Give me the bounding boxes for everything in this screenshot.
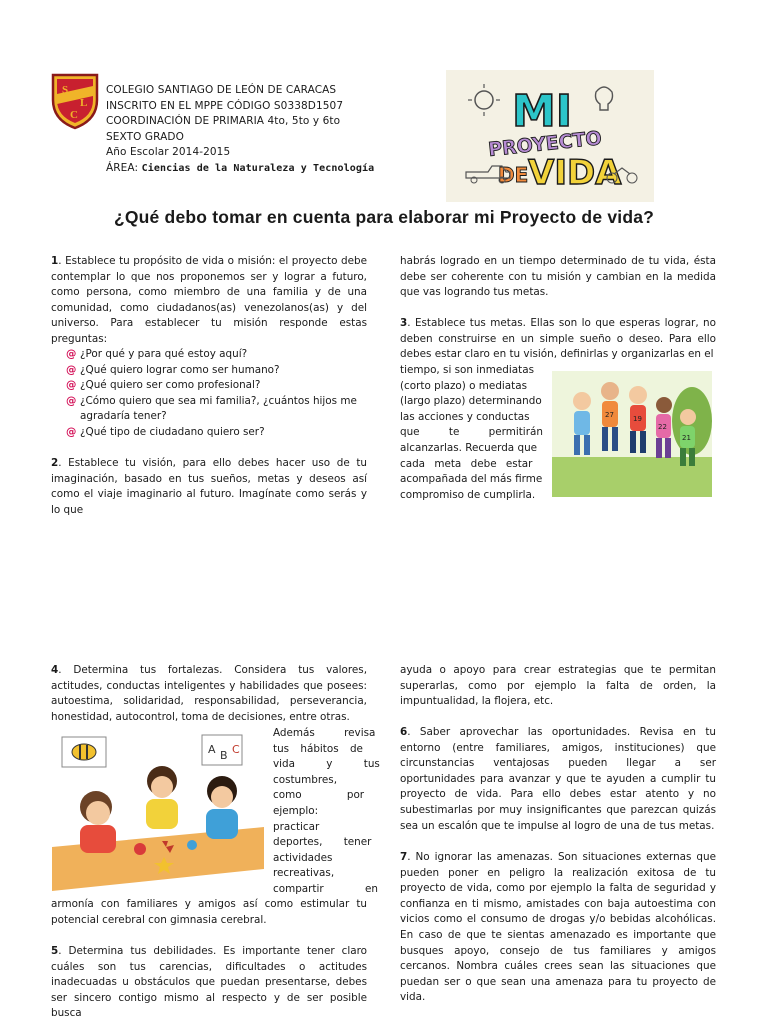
item-number-3: 3 [400, 317, 408, 329]
question-item: @ ¿Por qué y para qué estoy aquí? [66, 347, 366, 363]
question-item: @ ¿Qué quiero ser como profesional? [66, 378, 366, 394]
bullet-at-icon: @ [66, 363, 77, 376]
header-line-year: Año Escolar 2014-2015 [106, 146, 231, 159]
threats-text: . No ignorar las amenazas. Son situaciones externas que pueden poner en peligro la realización exitosa de tu proyecto de vida, como por ejemplo la falta de seguridad y confianza en ti mismo, amistades con baja autoestima con vicios como el consumo de drogas y/o bebidas alcohólicas. En caso de que te sientas amenazado es importante que busques apoyo, consejo de tus familiares y amigos cercanos. Nombra cuáles crees sean las situaciones que puedan ser o que sean una amenaza para tu proyecto de vida. [400, 851, 716, 1004]
question-item: @ ¿Qué tipo de ciudadano quiero ser? [66, 425, 366, 441]
page-title: ¿Qué debo tomar en cuenta para elaborar mi Proyecto de vida? [113, 207, 655, 227]
section-vision-continued [400, 254, 716, 301]
school-header [106, 83, 374, 177]
section-strengths [51, 663, 367, 725]
poster-letter: B [220, 749, 228, 762]
header-line-area [106, 161, 374, 177]
question-list [66, 347, 366, 441]
kids-crafting-illustration [52, 729, 264, 891]
question-item: @ ¿Cómo quiero que sea mi familia?, ¿cuántos hijos me [66, 394, 366, 410]
section-strengths-end [51, 897, 367, 928]
logo-word-de: DE [498, 163, 529, 187]
bib-number: 22 [658, 423, 667, 431]
logo-word-vida: VIDA [528, 153, 622, 193]
section-goals [400, 316, 716, 363]
area-label: ÁREA: [106, 161, 139, 174]
goals-text: . Establece tus metas. Ellas son lo que esperas lograr, no deben construirse en un simple sueño o deseo. Para ello debes estar claro en tu visión, definirlas y organizarlas en el [400, 317, 716, 361]
lightbulb-icon [596, 87, 613, 110]
question-item-continued: agradaría tener? [80, 410, 167, 423]
logo-word-proyecto: PROYECTO [487, 127, 603, 162]
bib-number: 21 [682, 434, 691, 442]
header-line-school: COLEGIO SANTIAGO DE LEÓN DE CARACAS [106, 84, 337, 96]
section-vision [51, 456, 367, 518]
logo-word-mi: MI [512, 86, 573, 137]
bullet-at-icon: @ [66, 425, 77, 438]
school-shield-logo [50, 72, 100, 130]
shield-letter-s: S [62, 84, 69, 96]
kids-running-illustration [552, 371, 712, 497]
section-strengths-wrap: Además revisa tus hábitos de vida y tus costumbres, como por ejemplo: practicar deportes, tener actividades recreativas, compartir en [273, 727, 380, 895]
poster-letter: A [208, 743, 216, 756]
question-item: @ ¿Qué quiero lograr como ser humano? [66, 363, 366, 379]
strengths-text-end: armonía con familiares y amigos así como estimular tu potencial cerebral con gimnasia cerebral. [51, 898, 367, 926]
section-weaknesses-continued [400, 663, 716, 710]
project-logo-image [446, 70, 654, 202]
shield-letter-c: C [70, 109, 78, 121]
section-opportunities [400, 725, 716, 834]
bee-icon [72, 744, 96, 760]
weaknesses-text: . Determina tus debilidades. Es importante tener claro cuáles son tus carencias, dificultades o actitudes inadecuadas u obstáculos que puedan presentarse, debes ser sincero contigo mismo al respecto y de ser posible busca [51, 945, 367, 1020]
bullet-at-icon: @ [66, 394, 77, 407]
opportunities-text: . Saber aprovechar las oportunidades. Revisa en tu entorno (entre familiares, amigos, instituciones) que circunstancias ventajosas pueden llegar a ser oportunidades para avanzar y que te ayuden a cumplir tu proyecto de vida. Para ello debes estar atento y no subestimarlas por muy insignificantes que parezcan quizás sea un escalón que te impulse al logro de una de tus metas. [400, 726, 716, 832]
poster-letter: C [232, 743, 240, 756]
header-line-coordination: COORDINACIÓN DE PRIMARIA 4to, 5to y 6to [106, 115, 341, 128]
bullet-at-icon: @ [66, 379, 77, 392]
vision-text-continued: habrás logrado en un tiempo determinado de tu vida, ésta debe ser coherente con tu misión y cambian en la medida que vas logrando tus metas. [400, 255, 716, 299]
bib-number: 19 [633, 415, 642, 423]
item-number-4: 4 [51, 664, 59, 676]
weaknesses-text-continued: ayuda o apoyo para crear estrategias que te permitan superarlas, como por ejemplo la falta de orden, la impuntualidad, la flojera, etc. [400, 664, 716, 708]
area-value: Ciencias de la Naturaleza y Tecnología [141, 162, 375, 174]
bib-number: 27 [605, 411, 614, 419]
header-line-grade: SEXTO GRADO [106, 130, 184, 143]
item-number-5: 5 [51, 945, 59, 957]
section-goals-wrap: tiempo, si son inmediatas (corto plazo) o mediatas (largo plazo) determinando las acciones y conductas que te permitirán alcanzarlas. Recuerda que cada meta debe estar acompañada del más firme compromiso de cumplirla. [400, 364, 543, 501]
sun-icon [475, 91, 493, 109]
vision-text: . Establece tu visión, para ello debes hacer uso de tu imaginación, basado en tus sueños, metas y deseos así como el viaje imaginario al futuro. Imagínate como serás y lo que [51, 457, 367, 516]
shield-letter-l: L [80, 97, 88, 109]
section-weaknesses [51, 944, 367, 1022]
item-number-6: 6 [400, 726, 408, 738]
bullet-at-icon: @ [66, 348, 77, 360]
item-number-7: 7 [400, 851, 408, 863]
item-number-1: 1 [51, 255, 59, 267]
strengths-text: . Determina tus fortalezas. Considera tus valores, actitudes, conductas inteligentes y habilidades que posees: autoestima, solidaridad, responsabilidad, perseverancia, honestidad, autocontrol, toma de decisiones, entre otras. [51, 664, 367, 723]
item-number-2: 2 [51, 457, 59, 469]
header-line-registry: INSCRITO EN EL MPPE CÓDIGO S0338D1507 [106, 99, 344, 112]
section-mission [51, 254, 367, 348]
section-threats [400, 850, 716, 1006]
mission-text: . Establece tu propósito de vida o misión: el proyecto debe contemplar lo que nos proponemos ser y lograr a futuro, como persona, como miembro de una familia y de una comunidad, como ciudadanos(as) venezolanos(as) y del universo. Para establecer tu misión responde estas preguntas: [51, 255, 367, 345]
